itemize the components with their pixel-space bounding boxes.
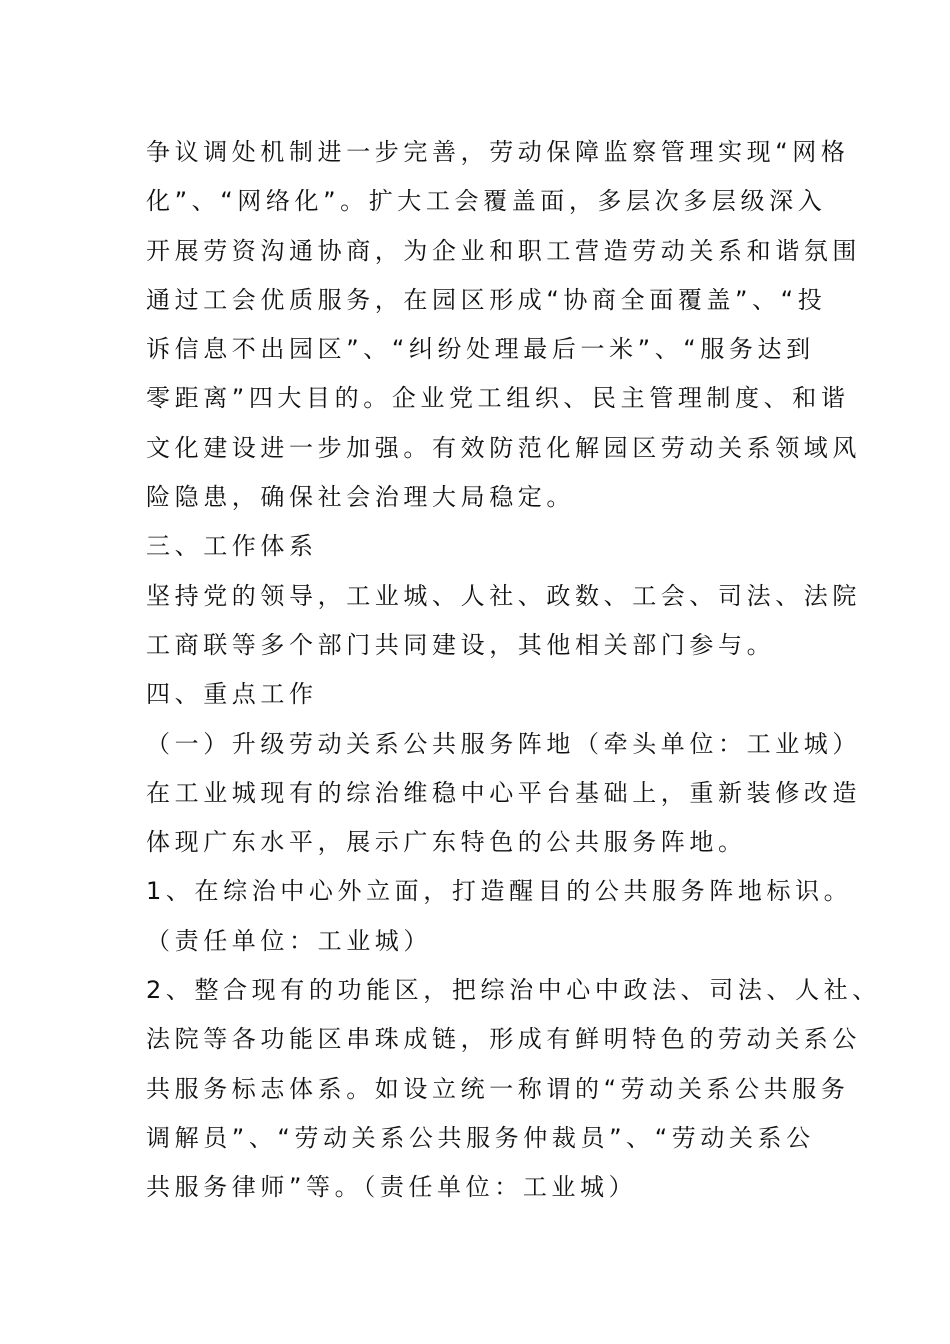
paragraph-line: 险隐患，确保社会治理大局稳定。 xyxy=(146,483,575,512)
paragraph-line: 争议调处机制进一步完善，劳动保障监察管理实现“网格 xyxy=(146,138,850,166)
list-item-line: 调解员”、“劳动关系公共服务仲裁员”、“劳动关系公 xyxy=(146,1123,815,1152)
paragraph-line: 坚持党的领导，工业城、人社、政数、工会、司法、法院 xyxy=(146,581,861,610)
paragraph-line: 通过工会优质服务，在园区形成“协商全面覆盖”、“投 xyxy=(146,285,827,314)
list-item-line: （责任单位：工业城） xyxy=(146,926,432,955)
list-item-line: 共服务标志体系。如设立统一称谓的“劳动关系公共服务 xyxy=(146,1074,850,1103)
paragraph-line: 零距离”四大目的。企业党工组织、民主管理制度、和谐 xyxy=(146,384,850,413)
list-item-line: 共服务律师”等。（责任单位：工业城） xyxy=(146,1173,638,1202)
paragraph-line: 体现广东水平，展示广东特色的公共服务阵地。 xyxy=(146,828,747,857)
list-item-line: 法院等各功能区串珠成链，形成有鲜明特色的劳动关系公 xyxy=(146,1025,861,1054)
list-item-line: 2、整合现有的功能区，把综治中心中政法、司法、人社、 xyxy=(146,976,881,1005)
section-heading: 三、工作体系 xyxy=(146,532,318,561)
paragraph-line: 工商联等多个部门共同建设，其他相关部门参与。 xyxy=(146,630,776,659)
document-body xyxy=(146,128,881,1213)
paragraph-line: 开展劳资沟通协商，为企业和职工营造劳动关系和谐氛围 xyxy=(146,236,861,265)
paragraph-line: 诉信息不出园区”、“纠纷处理最后一米”、“服务达到 xyxy=(146,335,815,364)
subsection-heading: （一）升级劳动关系公共服务阵地（牵头单位：工业城） xyxy=(146,729,861,758)
paragraph-line: 化”、“网络化”。扩大工会覆盖面，多层次多层级深入 xyxy=(146,187,827,216)
section-heading: 四、重点工作 xyxy=(146,680,318,709)
paragraph-line: 在工业城现有的综治维稳中心平台基础上，重新装修改造 xyxy=(146,778,861,807)
paragraph-line: 文化建设进一步加强。有效防范化解园区劳动关系领域风 xyxy=(146,433,861,462)
list-item-line: 1、在综治中心外立面，打造醒目的公共服务阵地标识。 xyxy=(146,877,853,906)
